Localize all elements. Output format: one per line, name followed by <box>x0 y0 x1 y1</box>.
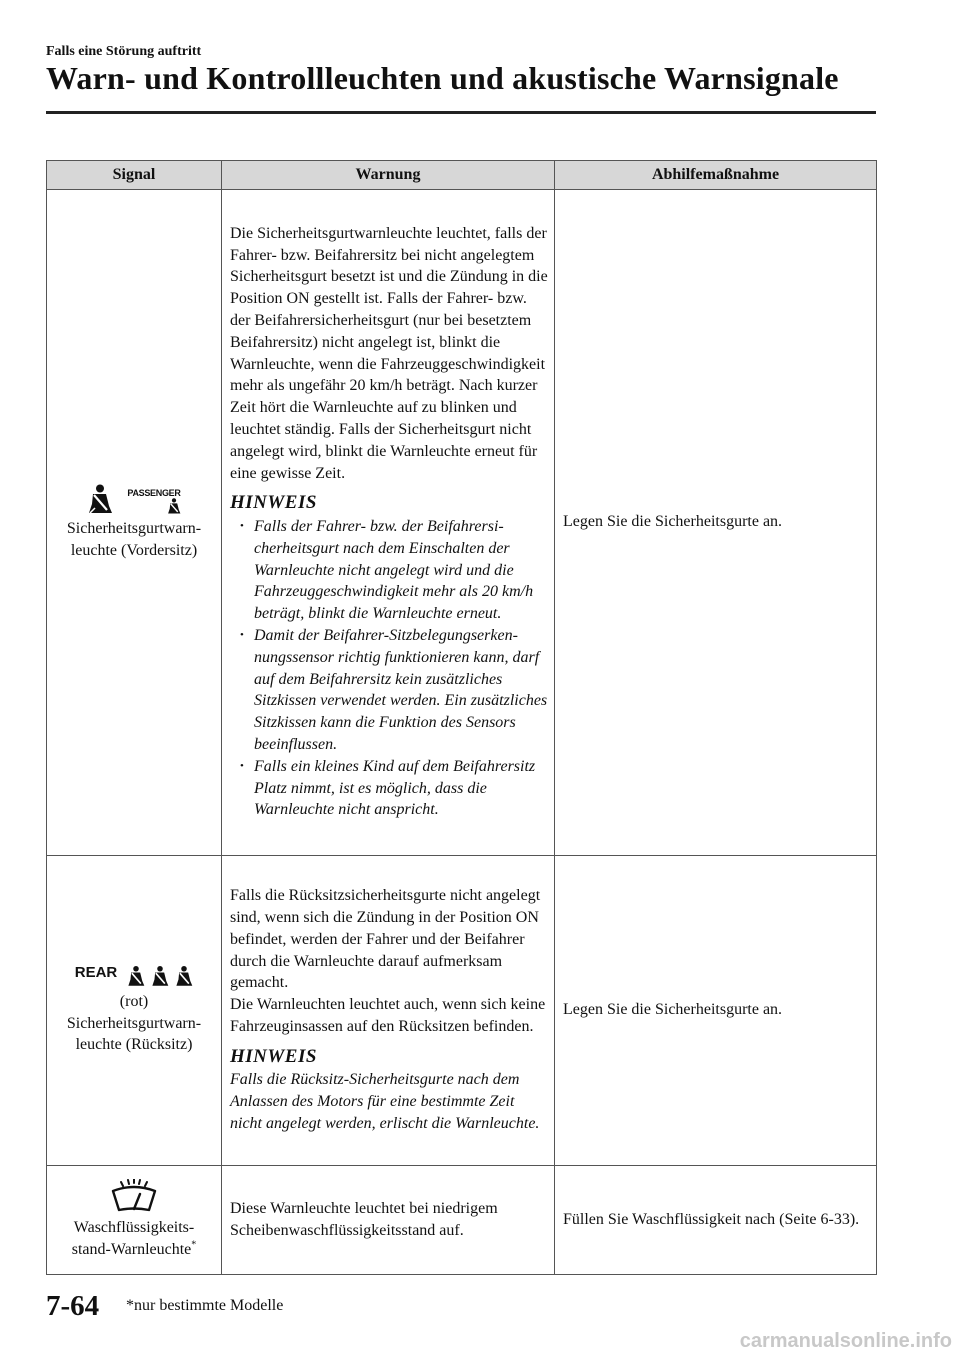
warnung-cell-washer-fluid: Diese Warnleuchte leuchtet bei niedrigem Scheibenwaschflüssigkeitsstand auf. <box>222 1166 555 1275</box>
table-row <box>47 1166 877 1275</box>
remedy-cell-washer-fluid: Füllen Sie Waschflüssigkeit nach (Seite 6-33). <box>555 1166 877 1275</box>
warnung-cell-rear-seatbelt <box>222 856 555 1166</box>
hinweis-heading: HINWEIS <box>230 492 317 514</box>
front-seatbelt-icon-group <box>51 484 217 514</box>
table-header-row <box>47 161 877 190</box>
watermark-text: carmanualsonline.info <box>739 1330 952 1352</box>
column-header-abhilfe: Abhilfemaßnahme <box>555 161 877 190</box>
remedy-cell-rear-seatbelt: Legen Sie die Sicherheitsgurte an. <box>555 856 877 1166</box>
signal-name-line-2: leuchte (Rücksitz) <box>75 1036 193 1054</box>
washer-fluid-icon <box>109 1179 159 1213</box>
column-header-warnung: Warnung <box>222 161 555 190</box>
signal-name-line-1: Waschflüssigkeits- <box>73 1219 195 1237</box>
washer-icon-group <box>51 1179 217 1213</box>
passenger-label: PASSENGER <box>127 487 181 498</box>
remedy-cell-front-seatbelt: Legen Sie die Sicherheitsgurte an. <box>555 190 877 856</box>
title-rule <box>46 111 876 114</box>
seatbelt-person-icon <box>87 484 113 514</box>
hinweis-note: Falls die Rücksitz-Sicherheitsgurte nach dem Anlassen des Motors für eine bestimmte Zeit nicht angelegt werden, erlischt die Warnleuchte. <box>230 1071 540 1133</box>
column-header-signal: Signal <box>47 161 222 190</box>
signal-name-line-2: leuchte (Vordersitz) <box>70 541 198 559</box>
rear-seatbelt-icon-left <box>127 965 145 987</box>
signal-name-line-1: Sicherheitsgurtwarn- <box>66 519 202 537</box>
warnung-text: Falls die Rücksitzsicherheitsgurte nicht angelegt sind, wenn sich die Zündung in der Position ON befindet, werden der Fahrer und der Beifahrer durch die Warnleuchte darauf aufmerksam gemacht. <box>230 887 541 992</box>
signal-cell-rear-seatbelt <box>47 856 222 1166</box>
list-item: • Damit der Beifahrer-Sitzbelegungserkennungssensor richtig funktionieren kann, darf auf dem Beifahrersitz kein zusätzliches Sitzkissen verwendet werden. Ein zusätzliches Sitzkissen kann die Funktion des Sensors beeinflussen. <box>230 625 548 756</box>
footnote: *nur bestimmte Modelle <box>126 1297 284 1314</box>
signal-name-line-2 <box>51 1239 217 1261</box>
passenger-seatbelt-icon <box>167 498 181 514</box>
signal-cell-front-seatbelt <box>47 190 222 856</box>
rear-seatbelt-icon-group <box>51 965 217 987</box>
warnung-text: Die Warnleuchten leuchtet auch, wenn sich keine Fahrzeuginsassen auf den Rücksitzen befinden. <box>230 996 546 1035</box>
page-number: 7-64 <box>46 1290 100 1322</box>
passenger-indicator <box>127 488 180 514</box>
hinweis-heading: HINWEIS <box>230 1045 317 1067</box>
hinweis-list <box>230 516 548 821</box>
warnung-text: Die Sicherheitsgurtwarnleuchte leuchtet, falls der Fahrer- bzw. Beifahrersitz bei nicht angelegtem Sicherheitsgurt besetzt ist und die Zündung in die Position ON gestellt ist. Falls der Fahrer- bzw. der Beifahrersicherheitsgurt (nur bei besetztem Beifahrersitz) nicht angelegt ist, blinkt die Warnleuchte, wenn die Fahrzeuggeschwindigkeit mehr als ungefähr 20 km/h beträgt. Nach kurzer Zeit hört die Warnleuchte auf zu blinken und leuchtet ständig. Falls der Sicherheitsgurt nicht angelegt wird, blinkt die Warnleuchte erneut für eine gewisse Zeit. <box>230 224 548 482</box>
asterisk-mark: * <box>191 1239 197 1251</box>
table-row <box>47 190 877 856</box>
warnung-cell-front-seatbelt <box>222 190 555 856</box>
warning-table <box>46 160 877 1275</box>
table-row <box>47 856 877 1166</box>
page-title: Warn- und Kontrollleuchten und akustische Warnsignale <box>46 60 839 96</box>
list-item: • Falls ein kleines Kind auf dem Beifahrersitz Platz nimmt, ist es möglich, dass die Warnleuchte nicht anspricht. <box>230 756 548 821</box>
list-item: • Falls der Fahrer- bzw. der Beifahrersicherheitsgurt nach dem Einschalten der Warnleuchte nicht angelegt wird und die Fahrzeuggeschwindigkeit mehr als 20 km/h beträgt, blinkt die Warnleuchte erneut. <box>230 516 548 625</box>
rear-seatbelt-icon-right <box>175 965 193 987</box>
signal-color: (rot) <box>119 992 149 1010</box>
signal-name-text: stand-Warnleuchte <box>71 1241 192 1258</box>
rear-label: REAR <box>74 963 118 981</box>
signal-cell-washer-fluid <box>47 1166 222 1275</box>
signal-name-line-1: Sicherheitsgurtwarn- <box>66 1014 202 1032</box>
section-label: Falls eine Störung auftritt <box>46 44 202 59</box>
rear-seatbelt-icon-center <box>151 965 169 987</box>
